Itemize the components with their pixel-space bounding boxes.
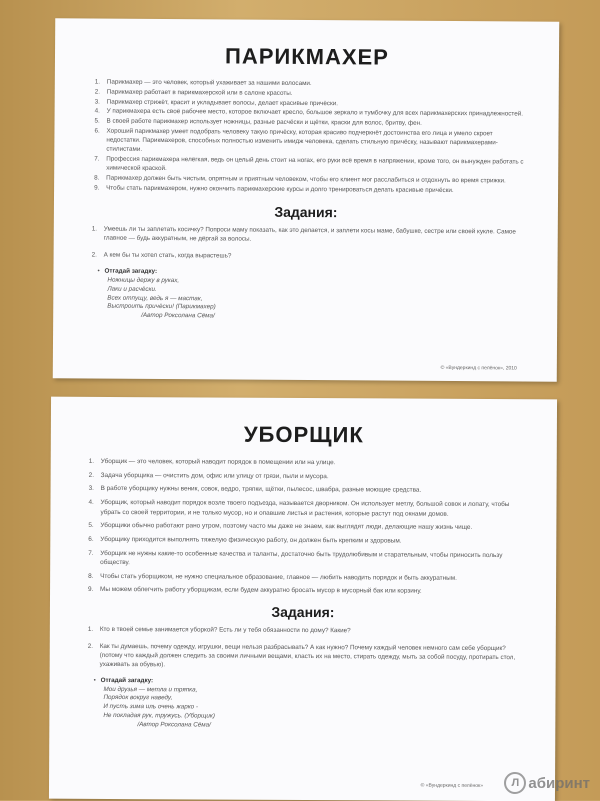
list-item: 3. В работе уборщику нужны веник, совок, ведро, тряпки, щётки, пылесос, швабра, разные моющие средства. xyxy=(88,485,422,495)
facts-list xyxy=(86,457,527,597)
riddle-heading: Отгадай загадку: xyxy=(100,676,154,685)
card-hairdresser xyxy=(53,18,560,382)
list-item: 7. Уборщик не нужны какие-то особенные качества и таланты, достаточно быть трудолюбивым и старательным, чтобы приносить пользу обществу. xyxy=(88,549,503,567)
riddle-line: Ножницы держу в руках, xyxy=(107,276,180,285)
riddle-line: Выстроить причёски! (Парикмахер) xyxy=(107,302,216,311)
riddle-author: /Автор Роксолана Сёма/ xyxy=(137,720,211,729)
task-item: 1. Умеешь ли ты заплетать косичку? Попроси маму показать, как это делается, и заплети косы маме, бабушке, сестре или своей кукле. Самое главное — будь аккуратным, не дёргай за волосы. xyxy=(91,225,516,243)
facts-list xyxy=(92,78,529,196)
watermark-text: абиринт xyxy=(528,774,590,792)
list-item: 5. Уборщики обычно работают рано утром, поэтому часто мы даже не знаем, как выглядят люди, делающие нашу жизнь чище. xyxy=(88,522,473,532)
riddle-block xyxy=(93,677,555,732)
list-item: 5. В своей работе парикмахер использует ножницы, разные расчёски и щётки, краски для волос, бритву, фен. xyxy=(94,117,422,127)
bullet-icon: • xyxy=(97,267,100,275)
list-item: 7. Профессия парикмахера нелёгкая, ведь он целый день стоит на ногах, его руки всё время в напряжении, кроме того, он вынужден работать с химической краской. xyxy=(94,155,524,173)
tasks-list xyxy=(90,225,528,263)
riddle-line: И пусть зима иль очень жарко - xyxy=(103,703,199,711)
card-title: ПАРИКМАХЕР xyxy=(224,43,390,70)
tasks-list xyxy=(86,625,526,671)
copyright-text: © «Вундеркинд с пелёнок» xyxy=(420,782,484,789)
list-item: 4. Уборщик, который наводит порядок возле твоего подъезда, называется дворником. Он использует метлу, большой совок и лопату, чтобы убрать со своей территории, и не только мусор, но и опавшие листья и растения, которые растут под окнами домов. xyxy=(88,498,510,518)
list-item: 4. У парикмахера есть своё рабочее место, которое включает кресло, большое зеркало и тумбочку для всех парикмахерских принадлежностей. xyxy=(94,107,524,118)
list-item: 8. Парикмахер должен быть чистым, опрятным и приятным человеком, чтобы его клиент мог расслабиться и отдохнуть во время стрижки. xyxy=(94,174,506,185)
list-item: 8. Чтобы стать уборщиком, не нужно специальное образование, главное — любить наводить порядок и быть аккуратным. xyxy=(88,572,457,582)
riddle-line: Порядок вокруг наведу, xyxy=(103,694,173,702)
task-item: 2. Как ты думаешь, почему одежду, игрушки, вещи нельзя разбрасывать? А как нужно? Почему каждый человек немного сам себе уборщик? (потому что каждый должен следить за своими личными вещами, класть их на место, стирать одежду, мыть за собой посуду, протирать стол, ухаживать за обувью). xyxy=(87,642,516,669)
labirint-logo-icon: Л xyxy=(504,772,526,794)
card-title: УБОРЩИК xyxy=(243,421,364,448)
list-item: 1. Парикмахер — это человек, который ухаживает за нашими волосами. xyxy=(94,78,312,88)
riddle-line: Не покладая рук, тружусь. (Уборщик) xyxy=(103,711,216,720)
list-item: 9. Чтобы стать парикмахером, нужно окончить парикмахерские курсы и долго тренироваться делать красивые причёски. xyxy=(94,184,454,195)
list-item: 6. Хороший парикмахер умеет подобрать человеку такую причёску, которая красиво подчеркнёт достоинства его лица и умело скроет недостатки. Парикмахеров, способных полностью изменить имидж человека, сделать стильную причёску, называют парикмахерами-стилистами. xyxy=(94,127,498,154)
bullet-icon: • xyxy=(93,676,96,684)
list-item: 9. Мы можем облегчить работу уборщикам, если будем аккуратно бросать мусор в мусорный бак или корзину. xyxy=(88,586,422,596)
list-item: 3. Парикмахер стрижёт, красит и укладывает волосы, делает красивые причёски. xyxy=(94,98,339,107)
list-item: 2. Задача уборщика — очистить дом, офис или улицу от грязи, пыли и мусора. xyxy=(88,471,329,480)
tasks-heading: Задания: xyxy=(271,603,335,621)
riddle-heading: Отгадай загадку: xyxy=(104,267,158,276)
task-item: 1. Кто в твоей семье занимается уборкой? Есть ли у тебя обязанности по дому? Какие? xyxy=(87,625,351,635)
tasks-heading: Задания: xyxy=(274,203,338,221)
riddle-author: /Автор Роксолана Сёма/ xyxy=(141,312,215,320)
card-cleaner xyxy=(49,397,557,801)
labirint-watermark xyxy=(504,772,590,794)
riddle-line: Мои друзья — метла и тряпка, xyxy=(103,685,198,694)
list-item: 2. Парикмахер работает в парикмахерской или в салоне красоты. xyxy=(94,88,293,97)
copyright-text: © «Вундеркинд с пелёнок», 2010 xyxy=(440,364,517,372)
riddle-block xyxy=(97,268,557,324)
list-item: 6. Уборщику приходится выполнять тяжелую физическую работу, он должен быть крепким и здоровым. xyxy=(88,535,402,545)
riddle-line: Всех отпущу, ведь я — мастак, xyxy=(107,294,203,302)
task-item: 2. А кем бы ты хотел стать, когда вырастешь? xyxy=(91,251,232,260)
riddle-line: Лаки и расчёски. xyxy=(107,285,157,293)
list-item: 1. Уборщик — это человек, который наводит порядок в помещении или на улице. xyxy=(88,457,336,467)
